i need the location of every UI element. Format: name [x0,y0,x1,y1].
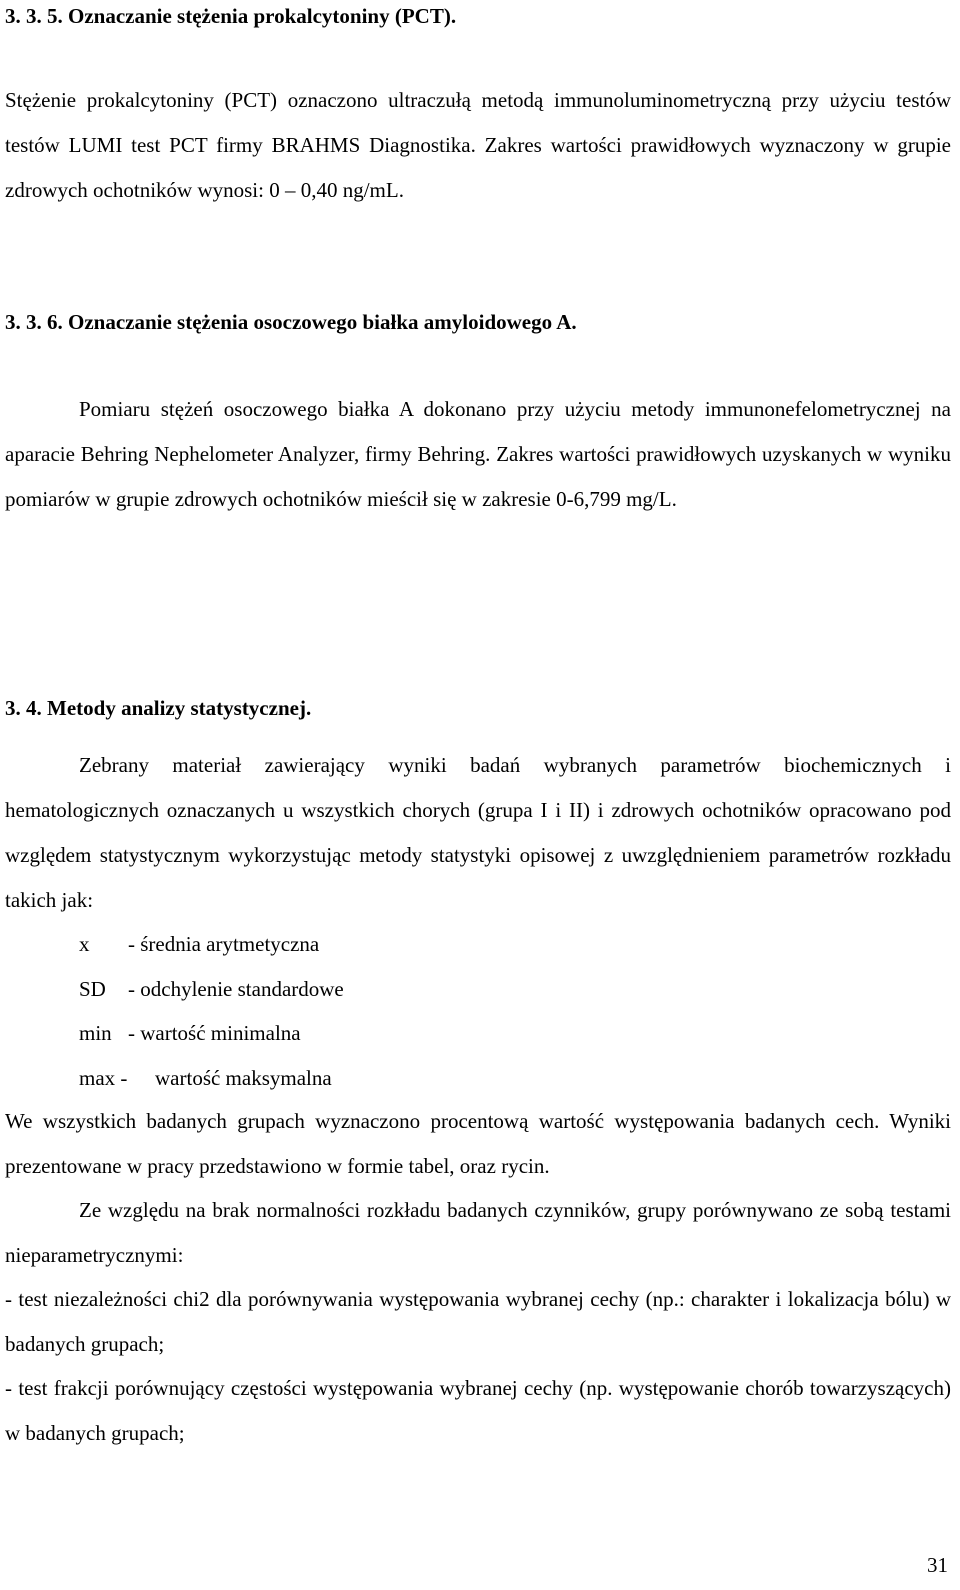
paragraph-stats-intro: Zebrany materiał zawierający wyniki badań wybranych parametrów biochemicznych i hematologicznych oznaczanych u wszystkich chorych (grupa I i II) i zdrowych ochotników opracowano pod względem statystycznym wykorzystując metody statystyki opisowej z uwzględnieniem parametrów rozkładu takich jak: [5,753,951,912]
param-symbol-sd: SD [79,977,106,1001]
paragraph-chi2-test: - test niezależności chi2 dla porównywania występowania wybranej cechy (np.: charakter i lokalizacja bólu) w badanych grupach; [5,1287,951,1356]
section-heading-stats: 3. 4. Metody analizy statystycznej. [5,696,312,720]
param-desc-mean: - średnia arytmetyczna [128,932,320,956]
param-desc-min: - wartość minimalna [128,1021,301,1045]
param-symbol-max: max - [79,1066,128,1090]
paragraph-fraction-test: - test frakcji porównujący częstości występowania wybranej cechy (np. występowanie chorób towarzyszących) w badanych grupach; [5,1376,951,1445]
section-heading-pct: 3. 3. 5. Oznaczanie stężenia prokalcytoniny (PCT). [5,4,457,28]
paragraph-nonparametric: Ze względu na brak normalności rozkładu badanych czynników, grupy porównywano ze sobą testami nieparametrycznymi: [5,1198,951,1267]
paragraph-saa: Pomiaru stężeń osoczowego białka A dokonano przy użyciu metody immunonefelometrycznej na aparacie Behring Nephelometer Analyzer, firmy Behring. Zakres wartości prawidłowych uzyskanych w wyniku pomiarów w grupie zdrowych ochotników mieścił się w zakresie 0-6,799 mg/L. [5,397,951,511]
param-symbol-mean: x [79,932,90,956]
param-desc-sd: - odchylenie standardowe [128,977,344,1001]
section-heading-saa: 3. 3. 6. Oznaczanie stężenia osoczowego białka amyloidowego A. [5,310,577,334]
page-number: 31 [927,1553,948,1577]
param-desc-max: wartość maksymalna [155,1066,332,1090]
paragraph-percent: We wszystkich badanych grupach wyznaczono procentową wartość występowania badanych cech. Wyniki prezentowane w pracy przedstawiono w formie tabel, oraz rycin. [5,1109,951,1178]
paragraph-pct: Stężenie prokalcytoniny (PCT) oznaczono ultraczułą metodą immunoluminometryczną przy użyciu testów testów LUMI test PCT firmy BRAHMS Diagnostika. Zakres wartości prawidłowych wyznaczony w grupie zdrowych ochotników wynosi: 0 – 0,40 ng/mL. [5,88,951,202]
param-symbol-min: min [79,1021,112,1045]
